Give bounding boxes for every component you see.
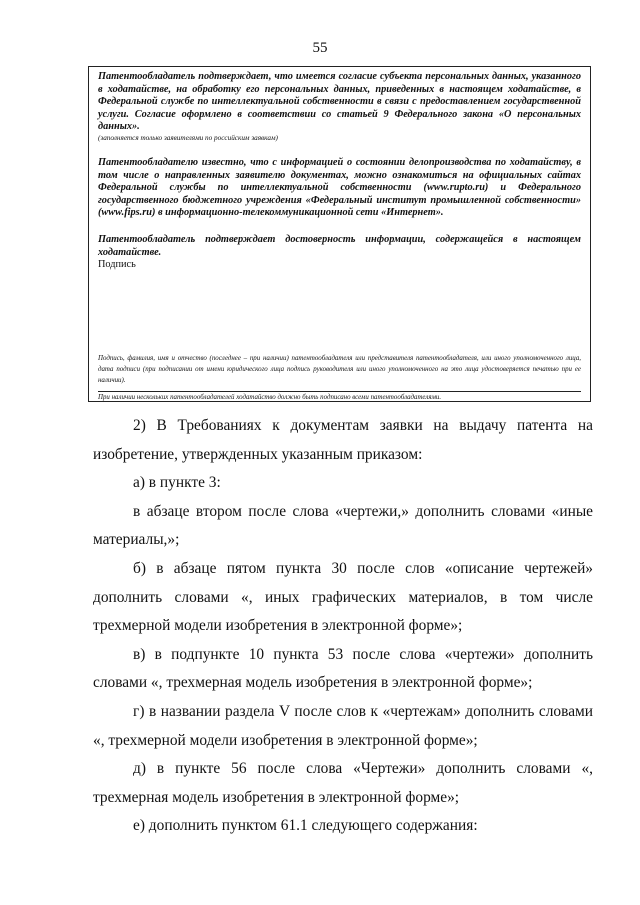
- confirm-paragraph: Патентообладатель подтверждает достоверность информации, содержащейся в настоящем ходатайстве.: [98, 233, 581, 258]
- petition-signature-box: [88, 66, 591, 402]
- consent-note: (заполняется только заявителями по российским заявкам): [98, 133, 278, 142]
- signature-legend: Подпись, фамилия, имя и отчество (последнее – при наличии) патентообладателя или представителя патентообладателя, или иного уполномоченного лица, дата подписи (при подписании от имени юридического лица подпись руководителя или иного уполномоченного на это лица удостоверяется печатью при ее наличии).: [98, 355, 581, 385]
- body-paragraph: в абзаце втором после слова «чертежи,» дополнить словами «иные материалы,»;: [93, 502, 593, 549]
- body-paragraph: д) в пункте 56 после слова «Чертежи» дополнить словами «, трехмерная модель изобретения в электронной форме»;: [93, 760, 593, 806]
- body-paragraph: 2) В Требованиях к документам заявки на выдачу патента на изобретение, утвержденных указанным приказом:: [93, 417, 593, 463]
- body-paragraph: е) дополнить пунктом 61.1 следующего содержания:: [133, 817, 478, 835]
- signature-label: Подпись: [98, 259, 136, 271]
- consent-paragraph: Патентообладатель подтверждает, что имеется согласие субъекта персональных данных, указанного в ходатайстве, на обработку его персональных данных, приведенных в настоящем ходатайстве, в Федеральной службе по интеллектуальной собственности в связи с предоставлением государственной услуги. Согласие оформлено в соответствии со статьей 9 Федерального закона «О персональных данных».: [98, 71, 581, 133]
- body-paragraph: б) в абзаце пятом пункта 30 после слов «описание чертежей» дополнить словами «, иных графических материалов, в том числе трехмерной модели изобретения в электронной форме»;: [93, 559, 593, 635]
- document-body: [93, 412, 593, 841]
- body-paragraph: а) в пункте 3:: [133, 474, 221, 492]
- body-paragraph: г) в названии раздела V после слов к «чертежам» дополнить словами «, трехмерной модели изобретения в электронной форме»;: [93, 702, 593, 749]
- page-number: 55: [312, 40, 328, 56]
- box-footer-note: При наличии нескольких патентообладателей ходатайство должно быть подписано всеми патентообладателями.: [98, 391, 581, 402]
- info-paragraph: Патентообладателю известно, что с информацией о состоянии делопроизводства по ходатайству, в том числе о направленных заявителю документах, можно ознакомиться на официальных сайтах Федеральной службы по интеллектуальной собственности (www.rupto.ru) и Федерального государственного бюджетного учреждения «Федеральный институт промышленной собственности» (www.fips.ru) в информационно-телекоммуникационной сети «Интернет».: [98, 156, 581, 219]
- body-paragraph: в) в подпункте 10 пункта 53 после слова «чертежи» дополнить словами «, трехмерная модель изобретения в электронной форме»;: [93, 645, 593, 692]
